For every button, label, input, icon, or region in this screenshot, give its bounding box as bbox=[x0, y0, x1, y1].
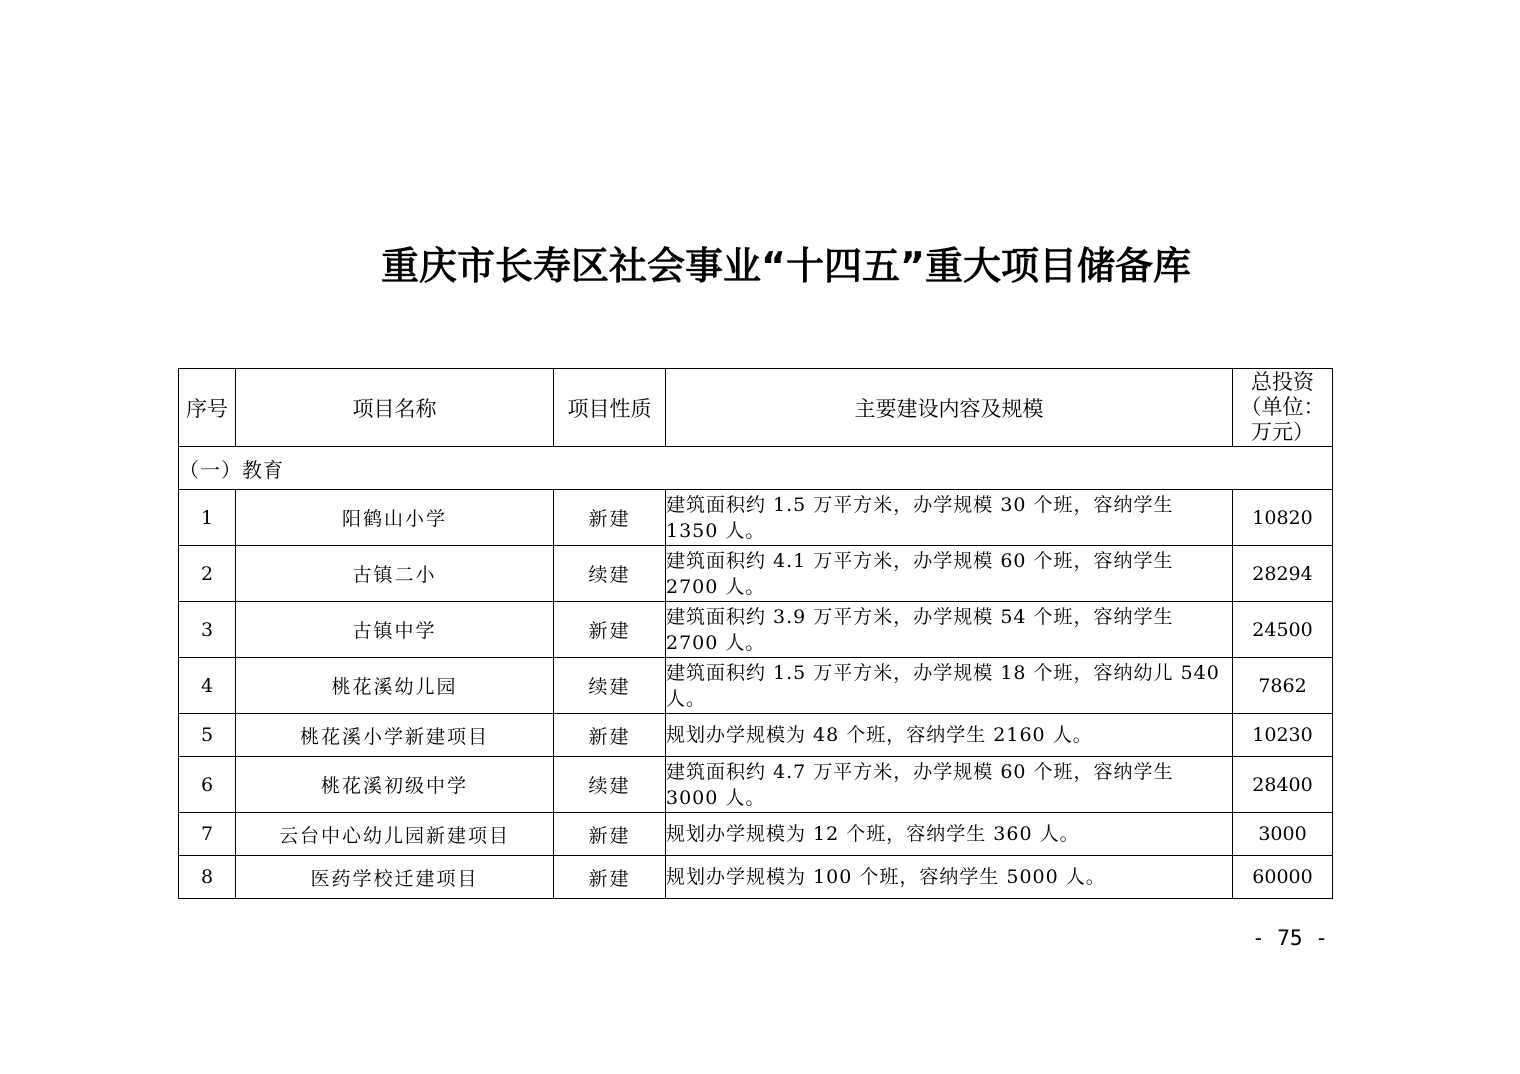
row-nature: 续建 bbox=[554, 546, 666, 602]
row-name: 古镇中学 bbox=[236, 602, 554, 658]
row-content: 建筑面积约 4.7 万平方米，办学规模 60 个班，容纳学生 3000 人。 bbox=[666, 757, 1233, 813]
row-content: 建筑面积约 1.5 万平方米，办学规模 18 个班，容纳幼儿 540 人。 bbox=[666, 658, 1233, 714]
row-no: 6 bbox=[179, 757, 236, 813]
header-content: 主要建设内容及规模 bbox=[666, 369, 1233, 447]
row-total: 3000 bbox=[1233, 813, 1333, 856]
row-content: 规划办学规模为 12 个班，容纳学生 360 人。 bbox=[666, 813, 1233, 856]
table-row bbox=[179, 602, 1333, 658]
row-name: 云台中心幼儿园新建项目 bbox=[236, 813, 554, 856]
row-content: 建筑面积约 1.5 万平方米，办学规模 30 个班，容纳学生 1350 人。 bbox=[666, 490, 1233, 546]
table-row bbox=[179, 757, 1333, 813]
row-name: 医药学校迁建项目 bbox=[236, 856, 554, 899]
row-no: 7 bbox=[179, 813, 236, 856]
row-total: 7862 bbox=[1233, 658, 1333, 714]
row-total: 28400 bbox=[1233, 757, 1333, 813]
section-row bbox=[179, 447, 1333, 490]
row-nature: 新建 bbox=[554, 813, 666, 856]
header-total bbox=[1233, 369, 1333, 447]
row-total: 60000 bbox=[1233, 856, 1333, 899]
row-name: 桃花溪小学新建项目 bbox=[236, 714, 554, 757]
row-no: 1 bbox=[179, 490, 236, 546]
row-no: 8 bbox=[179, 856, 236, 899]
table-row bbox=[179, 714, 1333, 757]
projects-table bbox=[178, 368, 1333, 899]
row-no: 5 bbox=[179, 714, 236, 757]
row-nature: 新建 bbox=[554, 856, 666, 899]
header-total-line2: （单位： bbox=[1240, 395, 1325, 419]
row-total: 10820 bbox=[1233, 490, 1333, 546]
header-name: 项目名称 bbox=[236, 369, 554, 447]
header-no: 序号 bbox=[179, 369, 236, 447]
row-no: 3 bbox=[179, 602, 236, 658]
row-total: 24500 bbox=[1233, 602, 1333, 658]
row-nature: 续建 bbox=[554, 658, 666, 714]
table-row bbox=[179, 546, 1333, 602]
row-total: 10230 bbox=[1233, 714, 1333, 757]
row-nature: 续建 bbox=[554, 757, 666, 813]
table-row bbox=[179, 813, 1333, 856]
row-total: 28294 bbox=[1233, 546, 1333, 602]
row-no: 2 bbox=[179, 546, 236, 602]
header-total-line3: 万元） bbox=[1251, 420, 1314, 444]
header-row bbox=[179, 369, 1333, 447]
row-name: 阳鹤山小学 bbox=[236, 490, 554, 546]
row-content: 建筑面积约 3.9 万平方米，办学规模 54 个班，容纳学生 2700 人。 bbox=[666, 602, 1233, 658]
section-label: （一）教育 bbox=[179, 447, 1333, 490]
table-row bbox=[179, 658, 1333, 714]
row-content: 建筑面积约 4.1 万平方米，办学规模 60 个班，容纳学生 2700 人。 bbox=[666, 546, 1233, 602]
row-nature: 新建 bbox=[554, 490, 666, 546]
row-nature: 新建 bbox=[554, 602, 666, 658]
row-content: 规划办学规模为 100 个班，容纳学生 5000 人。 bbox=[666, 856, 1233, 899]
page-title: 重庆市长寿区社会事业“十四五”重大项目储备库 bbox=[381, 244, 1191, 288]
row-no: 4 bbox=[179, 658, 236, 714]
header-total-line1: 总投资 bbox=[1251, 370, 1314, 394]
row-nature: 新建 bbox=[554, 714, 666, 757]
page-number: - 75 - bbox=[1252, 926, 1328, 950]
row-content: 规划办学规模为 48 个班，容纳学生 2160 人。 bbox=[666, 714, 1233, 757]
header-nature: 项目性质 bbox=[554, 369, 666, 447]
table-row bbox=[179, 856, 1333, 899]
row-name: 桃花溪幼儿园 bbox=[236, 658, 554, 714]
table-row bbox=[179, 490, 1333, 546]
row-name: 桃花溪初级中学 bbox=[236, 757, 554, 813]
row-name: 古镇二小 bbox=[236, 546, 554, 602]
